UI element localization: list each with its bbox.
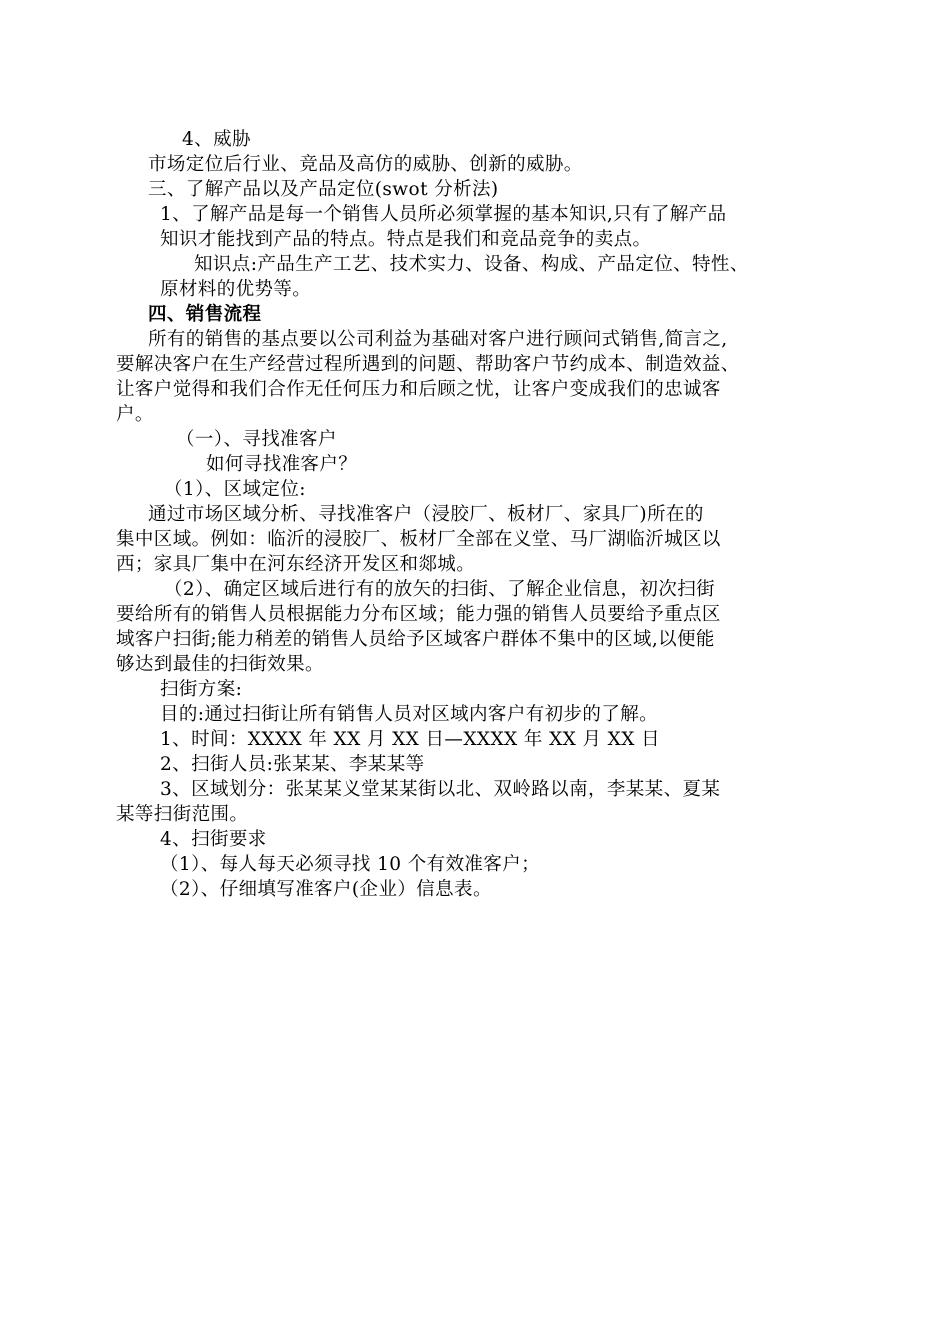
heading-threats: 4、威胁 xyxy=(182,129,251,150)
paragraph-line: 某等扫街范围。 xyxy=(116,804,249,825)
paragraph-line: 如何寻找准客户？ xyxy=(206,454,358,475)
paragraph-line: 1、时间：XXXX 年 XX 月 XX 日—XXXX 年 XX 月 XX 日 xyxy=(160,729,661,750)
paragraph-line: 1、了解产品是每一个销售人员所必须掌握的基本知识,只有了解产品 xyxy=(160,204,727,225)
paragraph-line: 户。 xyxy=(116,404,154,425)
paragraph-line: 要解决客户在生产经营过程所遇到的问题、帮助客户节约成本、制造效益、 xyxy=(116,354,740,375)
paragraph-line: 够达到最佳的扫街效果。 xyxy=(116,654,324,675)
paragraph-line: 3、区域划分：张某某义堂某某街以北、双岭路以南，李某某、夏某 xyxy=(160,779,721,800)
paragraph-line: 2、扫街人员:张某某、李某某等 xyxy=(160,754,425,775)
paragraph-line: 4、扫街要求 xyxy=(160,829,267,850)
paragraph-line: 域客户扫街;能力稍差的销售人员给予区域客户群体不集中的区域,以便能 xyxy=(116,629,715,650)
paragraph-line: 目的:通过扫街让所有销售人员对区域内客户有初步的了解。 xyxy=(160,704,659,725)
paragraph-line: 所有的销售的基点要以公司利益为基础对客户进行顾问式销售,简言之, xyxy=(148,329,728,350)
paragraph-line: 集中区域。例如：临沂的浸胶厂、板材厂全部在义堂、马厂湖临沂城区以 xyxy=(116,529,721,550)
paragraph-line: 市场定位后行业、竞品及高仿的威胁、创新的威胁。 xyxy=(148,154,583,175)
heading-product-positioning: 三、了解产品以及产品定位(swot 分析法) xyxy=(148,179,499,200)
paragraph-line: （1）、每人每天必须寻找 10 个有效准客户； xyxy=(160,854,541,875)
subheading-find-prospects: （一）、寻找准客户 xyxy=(176,429,337,450)
paragraph-line: 通过市场区域分析、寻找准客户（浸胶厂、板材厂、家具厂)所在的 xyxy=(148,504,704,525)
paragraph-line: （2）、仔细填写准客户(企业）信息表。 xyxy=(160,879,492,900)
section-heading-sales-process: 四、销售流程 xyxy=(148,304,262,325)
paragraph-line: （2）、确定区域后进行有的放矢的扫街、了解企业信息，初次扫街 xyxy=(164,579,716,600)
paragraph-line: 知识点:产品生产工艺、技术实力、设备、构成、产品定位、特性、 xyxy=(194,254,749,275)
subheading-street-sweep-plan: 扫街方案: xyxy=(160,679,243,700)
subheading-region-positioning: （1）、区域定位: xyxy=(164,479,306,500)
paragraph-line: 西；家具厂集中在河东经济开发区和郯城。 xyxy=(116,554,476,575)
paragraph-line: 要给所有的销售人员根据能力分布区域；能力强的销售人员要给予重点区 xyxy=(116,604,721,625)
paragraph-line: 知识才能找到产品的特点。特点是我们和竞品竞争的卖点。 xyxy=(160,229,652,250)
paragraph-line: 原材料的优势等。 xyxy=(160,279,312,300)
paragraph-line: 让客户觉得和我们合作无任何压力和后顾之忧，让客户变成我们的忠诚客 xyxy=(116,379,721,400)
